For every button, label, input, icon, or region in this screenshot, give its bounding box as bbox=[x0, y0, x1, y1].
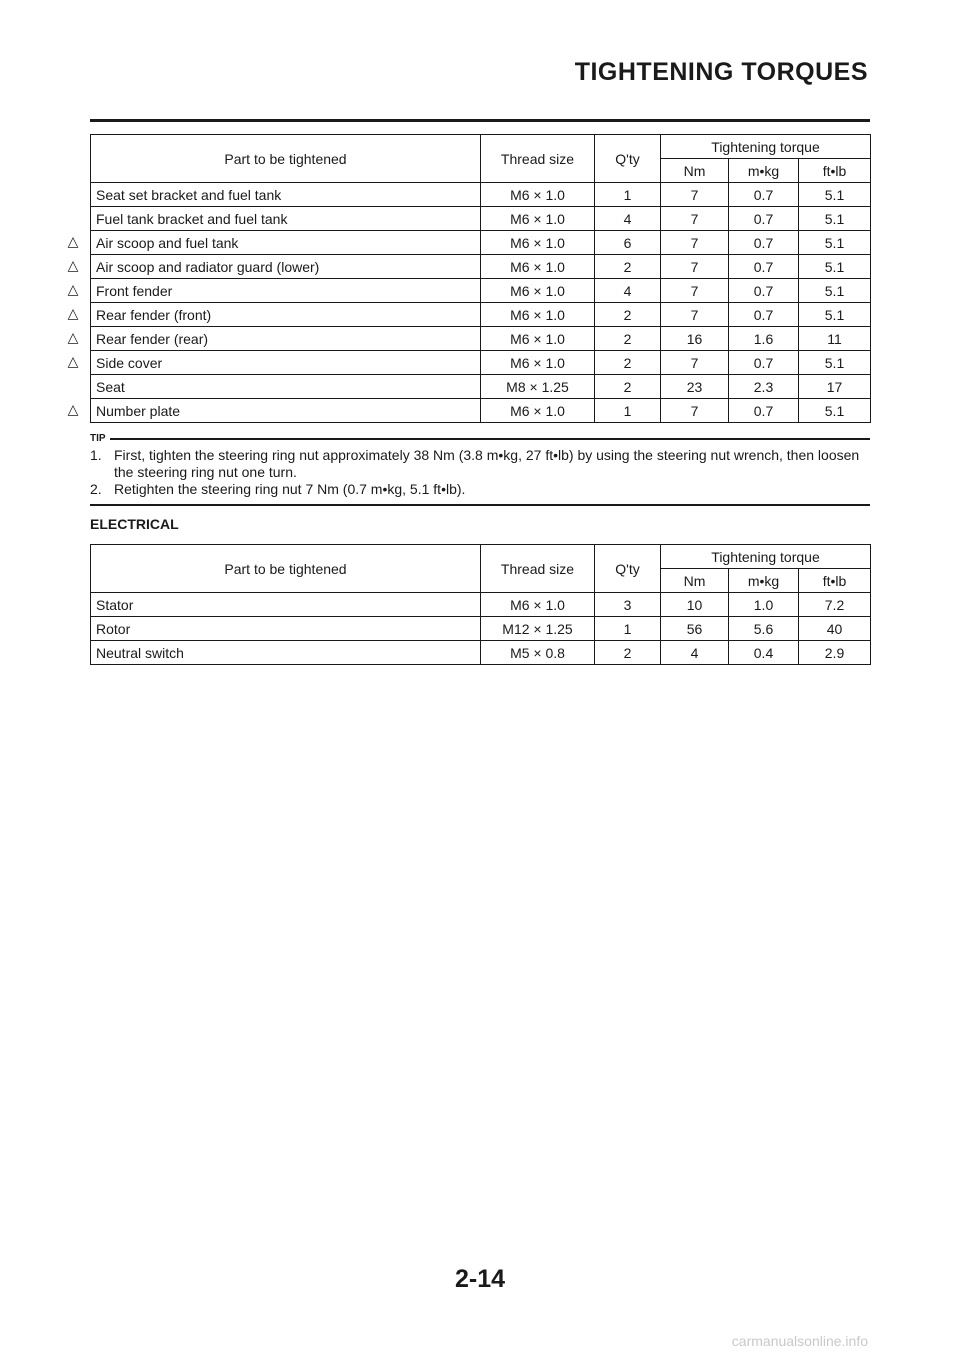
cell-thread-size: M6 × 1.0 bbox=[481, 351, 595, 375]
change-marker-icon: △ bbox=[67, 329, 79, 345]
header-quantity: Q'ty bbox=[595, 545, 661, 593]
header-mkg: m•kg bbox=[729, 569, 799, 593]
table-row bbox=[91, 207, 871, 231]
cell-mkg: 1.6 bbox=[729, 327, 799, 351]
cell-thread-size: M6 × 1.0 bbox=[481, 593, 595, 617]
header-part: Part to be tightened bbox=[91, 545, 481, 593]
watermark: carmanualsonline.info bbox=[731, 1333, 868, 1349]
cell-quantity: 2 bbox=[595, 641, 661, 665]
change-marker-icon: △ bbox=[67, 353, 79, 369]
table-row bbox=[91, 641, 871, 665]
cell-ftlb: 5.1 bbox=[799, 351, 871, 375]
table-row bbox=[91, 399, 871, 423]
tip-rule bbox=[110, 438, 870, 440]
cell-mkg: 2.3 bbox=[729, 375, 799, 399]
tip-list bbox=[90, 447, 870, 498]
section-heading-electrical: ELECTRICAL bbox=[90, 516, 179, 532]
cell-part: Number plate bbox=[91, 399, 481, 423]
cell-nm: 7 bbox=[661, 303, 729, 327]
cell-thread-size: M6 × 1.0 bbox=[481, 279, 595, 303]
tip-header bbox=[90, 433, 870, 444]
cell-quantity: 2 bbox=[595, 327, 661, 351]
cell-ftlb: 5.1 bbox=[799, 231, 871, 255]
electrical-torque-table bbox=[90, 544, 871, 665]
tip-box bbox=[90, 433, 870, 506]
cell-thread-size: M8 × 1.25 bbox=[481, 375, 595, 399]
cell-thread-size: M6 × 1.0 bbox=[481, 207, 595, 231]
cell-ftlb: 2.9 bbox=[799, 641, 871, 665]
cell-ftlb: 5.1 bbox=[799, 255, 871, 279]
cell-ftlb: 11 bbox=[799, 327, 871, 351]
cell-ftlb: 17 bbox=[799, 375, 871, 399]
cell-nm: 7 bbox=[661, 207, 729, 231]
header-thread-size: Thread size bbox=[481, 545, 595, 593]
table-row bbox=[91, 255, 871, 279]
table-row bbox=[91, 351, 871, 375]
cell-thread-size: M6 × 1.0 bbox=[481, 183, 595, 207]
tip-item-text: First, tighten the steering ring nut approximately 38 Nm (3.8 m•kg, 27 ft•lb) by using the steering nut wrench, then loosen the steering ring nut one turn. bbox=[114, 447, 860, 480]
cell-quantity: 6 bbox=[595, 231, 661, 255]
header-tightening-torque: Tightening torque bbox=[661, 545, 871, 569]
cell-nm: 16 bbox=[661, 327, 729, 351]
header-quantity: Q'ty bbox=[595, 135, 661, 183]
table-row bbox=[91, 231, 871, 255]
cell-part: Side cover bbox=[91, 351, 481, 375]
table-row bbox=[91, 375, 871, 399]
header-nm: Nm bbox=[661, 159, 729, 183]
tip-item-number: 2. bbox=[90, 481, 102, 497]
header-ftlb: ft•lb bbox=[799, 159, 871, 183]
header-tightening-torque: Tightening torque bbox=[661, 135, 871, 159]
cell-mkg: 0.7 bbox=[729, 351, 799, 375]
cell-ftlb: 7.2 bbox=[799, 593, 871, 617]
cell-mkg: 0.7 bbox=[729, 279, 799, 303]
cell-part: Seat bbox=[91, 375, 481, 399]
cell-nm: 4 bbox=[661, 641, 729, 665]
cell-thread-size: M6 × 1.0 bbox=[481, 231, 595, 255]
cell-part: Air scoop and fuel tank bbox=[91, 231, 481, 255]
cell-mkg: 5.6 bbox=[729, 617, 799, 641]
cell-thread-size: M6 × 1.0 bbox=[481, 327, 595, 351]
cell-nm: 10 bbox=[661, 593, 729, 617]
cell-part: Front fender bbox=[91, 279, 481, 303]
tip-item-text: Retighten the steering ring nut 7 Nm (0.7 m•kg, 5.1 ft•lb). bbox=[114, 481, 466, 497]
table-row bbox=[91, 183, 871, 207]
cell-mkg: 0.7 bbox=[729, 399, 799, 423]
cell-mkg: 0.7 bbox=[729, 231, 799, 255]
cell-part: Seat set bracket and fuel tank bbox=[91, 183, 481, 207]
cell-quantity: 2 bbox=[595, 303, 661, 327]
tip-item-number: 1. bbox=[90, 447, 102, 463]
change-marker-icon: △ bbox=[67, 257, 79, 273]
cell-mkg: 0.7 bbox=[729, 255, 799, 279]
cell-thread-size: M12 × 1.25 bbox=[481, 617, 595, 641]
tip-end-rule bbox=[90, 504, 870, 506]
page-number: 2-14 bbox=[454, 1265, 506, 1293]
cell-ftlb: 5.1 bbox=[799, 183, 871, 207]
cell-quantity: 4 bbox=[595, 279, 661, 303]
cell-part: Air scoop and radiator guard (lower) bbox=[91, 255, 481, 279]
cell-thread-size: M6 × 1.0 bbox=[481, 399, 595, 423]
table-row bbox=[91, 303, 871, 327]
cell-quantity: 1 bbox=[595, 617, 661, 641]
cell-ftlb: 40 bbox=[799, 617, 871, 641]
cell-part: Fuel tank bracket and fuel tank bbox=[91, 207, 481, 231]
cell-ftlb: 5.1 bbox=[799, 399, 871, 423]
header-mkg: m•kg bbox=[729, 159, 799, 183]
table-row bbox=[91, 279, 871, 303]
cell-quantity: 3 bbox=[595, 593, 661, 617]
cell-nm: 7 bbox=[661, 231, 729, 255]
cell-quantity: 1 bbox=[595, 183, 661, 207]
cell-nm: 56 bbox=[661, 617, 729, 641]
cell-thread-size: M5 × 0.8 bbox=[481, 641, 595, 665]
cell-mkg: 0.7 bbox=[729, 303, 799, 327]
cell-mkg: 0.7 bbox=[729, 183, 799, 207]
tip-item bbox=[90, 447, 870, 481]
tip-label: TIP bbox=[90, 433, 106, 444]
page-title: TIGHTENING TORQUES bbox=[574, 58, 868, 86]
header-thread-size: Thread size bbox=[481, 135, 595, 183]
title-divider bbox=[90, 119, 870, 122]
table-row bbox=[91, 617, 871, 641]
change-marker-icon: △ bbox=[67, 401, 79, 417]
cell-ftlb: 5.1 bbox=[799, 207, 871, 231]
change-marker-icon: △ bbox=[67, 305, 79, 321]
cell-mkg: 1.0 bbox=[729, 593, 799, 617]
cell-nm: 7 bbox=[661, 279, 729, 303]
cell-quantity: 2 bbox=[595, 351, 661, 375]
change-marker-icon: △ bbox=[67, 281, 79, 297]
cell-ftlb: 5.1 bbox=[799, 279, 871, 303]
table-row bbox=[91, 593, 871, 617]
header-nm: Nm bbox=[661, 569, 729, 593]
cell-thread-size: M6 × 1.0 bbox=[481, 303, 595, 327]
tip-item bbox=[90, 481, 870, 498]
cell-nm: 23 bbox=[661, 375, 729, 399]
header-ftlb: ft•lb bbox=[799, 569, 871, 593]
cell-quantity: 2 bbox=[595, 255, 661, 279]
cell-quantity: 1 bbox=[595, 399, 661, 423]
cell-part: Rear fender (front) bbox=[91, 303, 481, 327]
cell-nm: 7 bbox=[661, 399, 729, 423]
header-part: Part to be tightened bbox=[91, 135, 481, 183]
cell-mkg: 0.7 bbox=[729, 207, 799, 231]
cell-part: Rear fender (rear) bbox=[91, 327, 481, 351]
cell-nm: 7 bbox=[661, 351, 729, 375]
torque-table-frame bbox=[90, 134, 871, 423]
cell-nm: 7 bbox=[661, 183, 729, 207]
change-marker-icon: △ bbox=[67, 233, 79, 249]
cell-mkg: 0.4 bbox=[729, 641, 799, 665]
cell-part: Neutral switch bbox=[91, 641, 481, 665]
cell-ftlb: 5.1 bbox=[799, 303, 871, 327]
cell-nm: 7 bbox=[661, 255, 729, 279]
cell-thread-size: M6 × 1.0 bbox=[481, 255, 595, 279]
cell-quantity: 4 bbox=[595, 207, 661, 231]
cell-part: Rotor bbox=[91, 617, 481, 641]
cell-part: Stator bbox=[91, 593, 481, 617]
cell-quantity: 2 bbox=[595, 375, 661, 399]
table-row bbox=[91, 327, 871, 351]
